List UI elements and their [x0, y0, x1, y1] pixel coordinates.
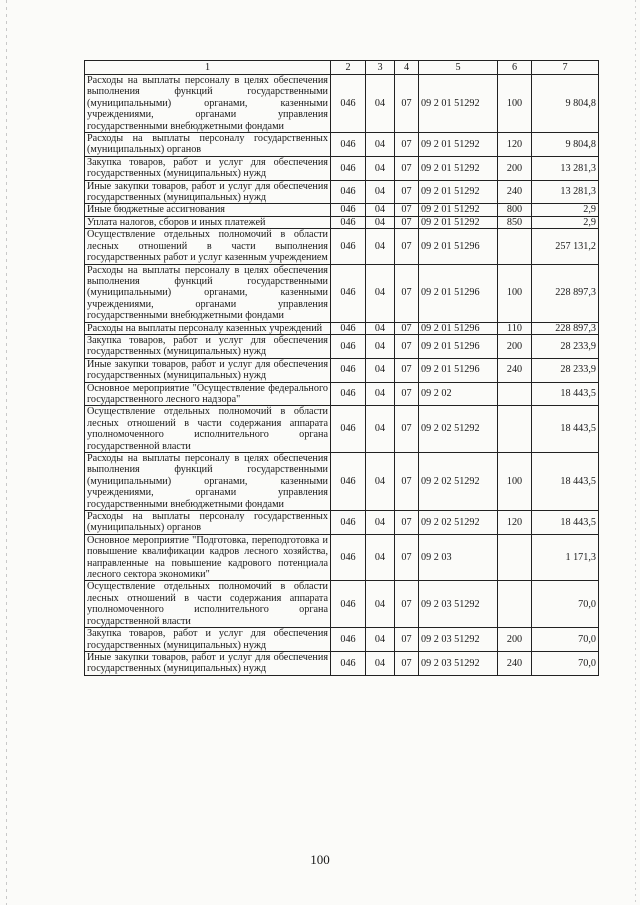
- table-row: [85, 651, 599, 675]
- section-code-cell: 04: [366, 628, 395, 652]
- expense-name-cell: Иные бюджетные ассигнования: [85, 204, 331, 216]
- section-code-cell: 04: [366, 229, 395, 264]
- target-article-code-cell: 09 2 03: [419, 534, 498, 581]
- ministry-code-cell: 046: [331, 75, 366, 133]
- section-code-cell: 04: [366, 581, 395, 628]
- col-header-7: 7: [532, 61, 599, 75]
- section-code-cell: 04: [366, 334, 395, 358]
- target-article-code-cell: 09 2 01 51292: [419, 156, 498, 180]
- subsection-code-cell: 07: [395, 581, 419, 628]
- subsection-code-cell: 07: [395, 216, 419, 228]
- ministry-code-cell: 046: [331, 651, 366, 675]
- amount-cell: 28 233,9: [532, 358, 599, 382]
- expense-type-code-cell: 100: [498, 453, 532, 511]
- expense-name-cell: Основное мероприятие "Подготовка, переподготовка и повышение квалификации кадров лесного хозяйства, направленные на повышение кадрового потенциала лесного сектора экономики": [85, 534, 331, 581]
- target-article-code-cell: 09 2 01 51296: [419, 334, 498, 358]
- table-row: [85, 534, 599, 581]
- ministry-code-cell: 046: [331, 358, 366, 382]
- target-article-code-cell: 09 2 02 51292: [419, 453, 498, 511]
- amount-cell: 70,0: [532, 651, 599, 675]
- amount-cell: 2,9: [532, 216, 599, 228]
- ministry-code-cell: 046: [331, 581, 366, 628]
- subsection-code-cell: 07: [395, 156, 419, 180]
- amount-cell: 13 281,3: [532, 180, 599, 204]
- table-row: [85, 264, 599, 322]
- section-code-cell: 04: [366, 406, 395, 453]
- ministry-code-cell: 046: [331, 229, 366, 264]
- section-code-cell: 04: [366, 651, 395, 675]
- ministry-code-cell: 046: [331, 264, 366, 322]
- expense-type-code-cell: [498, 581, 532, 628]
- target-article-code-cell: 09 2 03 51292: [419, 581, 498, 628]
- expense-type-code-cell: [498, 229, 532, 264]
- expense-type-code-cell: 200: [498, 334, 532, 358]
- target-article-code-cell: 09 2 02 51292: [419, 406, 498, 453]
- col-header-5: 5: [419, 61, 498, 75]
- subsection-code-cell: 07: [395, 534, 419, 581]
- header-row: [85, 61, 599, 75]
- table-body: [85, 75, 599, 676]
- col-header-2: 2: [331, 61, 366, 75]
- expense-name-cell: Осуществление отдельных полномочий в области лесных отношений в части содержания аппарата уполномоченного исполнительного органа государственной власти: [85, 581, 331, 628]
- section-code-cell: 04: [366, 511, 395, 535]
- ministry-code-cell: 046: [331, 334, 366, 358]
- section-code-cell: 04: [366, 358, 395, 382]
- expense-type-code-cell: 240: [498, 180, 532, 204]
- amount-cell: 9 804,8: [532, 75, 599, 133]
- target-article-code-cell: 09 2 01 51296: [419, 358, 498, 382]
- table-row: [85, 75, 599, 133]
- expense-name-cell: Осуществление отдельных полномочий в области лесных отношений в части содержания аппарата уполномоченного исполнительного органа государственной власти: [85, 406, 331, 453]
- expense-type-code-cell: 240: [498, 358, 532, 382]
- col-header-6: 6: [498, 61, 532, 75]
- ministry-code-cell: 046: [331, 511, 366, 535]
- expense-type-code-cell: 120: [498, 133, 532, 157]
- scan-edge-right: [635, 0, 636, 905]
- target-article-code-cell: 09 2 02 51292: [419, 511, 498, 535]
- table-row: [85, 180, 599, 204]
- section-code-cell: 04: [366, 133, 395, 157]
- section-code-cell: 04: [366, 204, 395, 216]
- amount-cell: 13 281,3: [532, 156, 599, 180]
- ministry-code-cell: 046: [331, 156, 366, 180]
- table-row: [85, 358, 599, 382]
- subsection-code-cell: 07: [395, 382, 419, 406]
- table-row: [85, 453, 599, 511]
- ministry-code-cell: 046: [331, 406, 366, 453]
- amount-cell: 228 897,3: [532, 322, 599, 334]
- subsection-code-cell: 07: [395, 358, 419, 382]
- section-code-cell: 04: [366, 453, 395, 511]
- amount-cell: 228 897,3: [532, 264, 599, 322]
- subsection-code-cell: 07: [395, 180, 419, 204]
- expense-type-code-cell: 240: [498, 651, 532, 675]
- table-header: [85, 61, 599, 75]
- expense-name-cell: Закупка товаров, работ и услуг для обеспечения государственных (муниципальных) нужд: [85, 628, 331, 652]
- section-code-cell: 04: [366, 264, 395, 322]
- table-row: [85, 216, 599, 228]
- section-code-cell: 04: [366, 382, 395, 406]
- section-code-cell: 04: [366, 534, 395, 581]
- section-code-cell: 04: [366, 322, 395, 334]
- target-article-code-cell: 09 2 01 51292: [419, 75, 498, 133]
- amount-cell: 1 171,3: [532, 534, 599, 581]
- table-row: [85, 511, 599, 535]
- subsection-code-cell: 07: [395, 229, 419, 264]
- expense-name-cell: Иные закупки товаров, работ и услуг для обеспечения государственных (муниципальных) нужд: [85, 358, 331, 382]
- ministry-code-cell: 046: [331, 322, 366, 334]
- target-article-code-cell: 09 2 01 51296: [419, 264, 498, 322]
- expense-name-cell: Расходы на выплаты персоналу в целях обеспечения выполнения функций государственными (муниципальными) органами, казенными учреждениями, органами управления государственными внебюджетными фондами: [85, 264, 331, 322]
- subsection-code-cell: 07: [395, 406, 419, 453]
- expense-name-cell: Расходы на выплаты персоналу казенных учреждений: [85, 322, 331, 334]
- table-row: [85, 229, 599, 264]
- table-row: [85, 133, 599, 157]
- expense-name-cell: Расходы на выплаты персоналу государственных (муниципальных) органов: [85, 133, 331, 157]
- amount-cell: 18 443,5: [532, 406, 599, 453]
- target-article-code-cell: 09 2 03 51292: [419, 651, 498, 675]
- ministry-code-cell: 046: [331, 216, 366, 228]
- section-code-cell: 04: [366, 180, 395, 204]
- col-header-1: 1: [85, 61, 331, 75]
- expense-name-cell: Осуществление отдельных полномочий в области лесных отношений в части выполнения государственных работ и услуг казенным учреждением: [85, 229, 331, 264]
- subsection-code-cell: 07: [395, 322, 419, 334]
- expense-type-code-cell: 120: [498, 511, 532, 535]
- table-row: [85, 628, 599, 652]
- expense-type-code-cell: 850: [498, 216, 532, 228]
- expense-name-cell: Основное мероприятие "Осуществление федерального государственного лесного надзора": [85, 382, 331, 406]
- table-row: [85, 406, 599, 453]
- ministry-code-cell: 046: [331, 628, 366, 652]
- expense-type-code-cell: [498, 382, 532, 406]
- ministry-code-cell: 046: [331, 133, 366, 157]
- col-header-3: 3: [366, 61, 395, 75]
- section-code-cell: 04: [366, 156, 395, 180]
- amount-cell: 28 233,9: [532, 334, 599, 358]
- amount-cell: 2,9: [532, 204, 599, 216]
- subsection-code-cell: 07: [395, 75, 419, 133]
- subsection-code-cell: 07: [395, 204, 419, 216]
- expense-name-cell: Расходы на выплаты персоналу государственных (муниципальных) органов: [85, 511, 331, 535]
- ministry-code-cell: 046: [331, 382, 366, 406]
- target-article-code-cell: 09 2 01 51292: [419, 216, 498, 228]
- expense-name-cell: Расходы на выплаты персоналу в целях обеспечения выполнения функций государственными (муниципальными) органами, казенными учреждениями, органами управления государственными внебюджетными фондами: [85, 75, 331, 133]
- section-code-cell: 04: [366, 216, 395, 228]
- expense-type-code-cell: 110: [498, 322, 532, 334]
- expense-name-cell: Иные закупки товаров, работ и услуг для обеспечения государственных (муниципальных) нужд: [85, 651, 331, 675]
- expense-name-cell: Закупка товаров, работ и услуг для обеспечения государственных (муниципальных) нужд: [85, 156, 331, 180]
- amount-cell: 18 443,5: [532, 453, 599, 511]
- budget-table: [84, 60, 599, 676]
- expense-type-code-cell: 800: [498, 204, 532, 216]
- expense-type-code-cell: 100: [498, 75, 532, 133]
- table-row: [85, 382, 599, 406]
- amount-cell: 18 443,5: [532, 382, 599, 406]
- expense-type-code-cell: 200: [498, 628, 532, 652]
- page-number: 100: [310, 852, 330, 867]
- table-row: [85, 156, 599, 180]
- amount-cell: 70,0: [532, 581, 599, 628]
- amount-cell: 257 131,2: [532, 229, 599, 264]
- target-article-code-cell: 09 2 01 51296: [419, 229, 498, 264]
- table-row: [85, 204, 599, 216]
- ministry-code-cell: 046: [331, 180, 366, 204]
- target-article-code-cell: 09 2 01 51292: [419, 204, 498, 216]
- subsection-code-cell: 07: [395, 334, 419, 358]
- subsection-code-cell: 07: [395, 651, 419, 675]
- subsection-code-cell: 07: [395, 628, 419, 652]
- section-code-cell: 04: [366, 75, 395, 133]
- expense-name-cell: Закупка товаров, работ и услуг для обеспечения государственных (муниципальных) нужд: [85, 334, 331, 358]
- ministry-code-cell: 046: [331, 534, 366, 581]
- col-header-4: 4: [395, 61, 419, 75]
- subsection-code-cell: 07: [395, 453, 419, 511]
- expense-type-code-cell: 200: [498, 156, 532, 180]
- ministry-code-cell: 046: [331, 204, 366, 216]
- target-article-code-cell: 09 2 01 51296: [419, 322, 498, 334]
- table-row: [85, 322, 599, 334]
- amount-cell: 18 443,5: [532, 511, 599, 535]
- subsection-code-cell: 07: [395, 264, 419, 322]
- expense-type-code-cell: [498, 534, 532, 581]
- expense-type-code-cell: 100: [498, 264, 532, 322]
- expense-type-code-cell: [498, 406, 532, 453]
- target-article-code-cell: 09 2 01 51292: [419, 180, 498, 204]
- subsection-code-cell: 07: [395, 511, 419, 535]
- scan-edge-left: [6, 0, 7, 905]
- amount-cell: 70,0: [532, 628, 599, 652]
- table-row: [85, 581, 599, 628]
- expense-name-cell: Уплата налогов, сборов и иных платежей: [85, 216, 331, 228]
- ministry-code-cell: 046: [331, 453, 366, 511]
- expense-name-cell: Расходы на выплаты персоналу в целях обеспечения выполнения функций государственными (муниципальными) органами, казенными учреждениями, органами управления государственными внебюджетными фондами: [85, 453, 331, 511]
- table-row: [85, 334, 599, 358]
- target-article-code-cell: 09 2 01 51292: [419, 133, 498, 157]
- target-article-code-cell: 09 2 03 51292: [419, 628, 498, 652]
- expense-name-cell: Иные закупки товаров, работ и услуг для обеспечения государственных (муниципальных) нужд: [85, 180, 331, 204]
- amount-cell: 9 804,8: [532, 133, 599, 157]
- subsection-code-cell: 07: [395, 133, 419, 157]
- target-article-code-cell: 09 2 02: [419, 382, 498, 406]
